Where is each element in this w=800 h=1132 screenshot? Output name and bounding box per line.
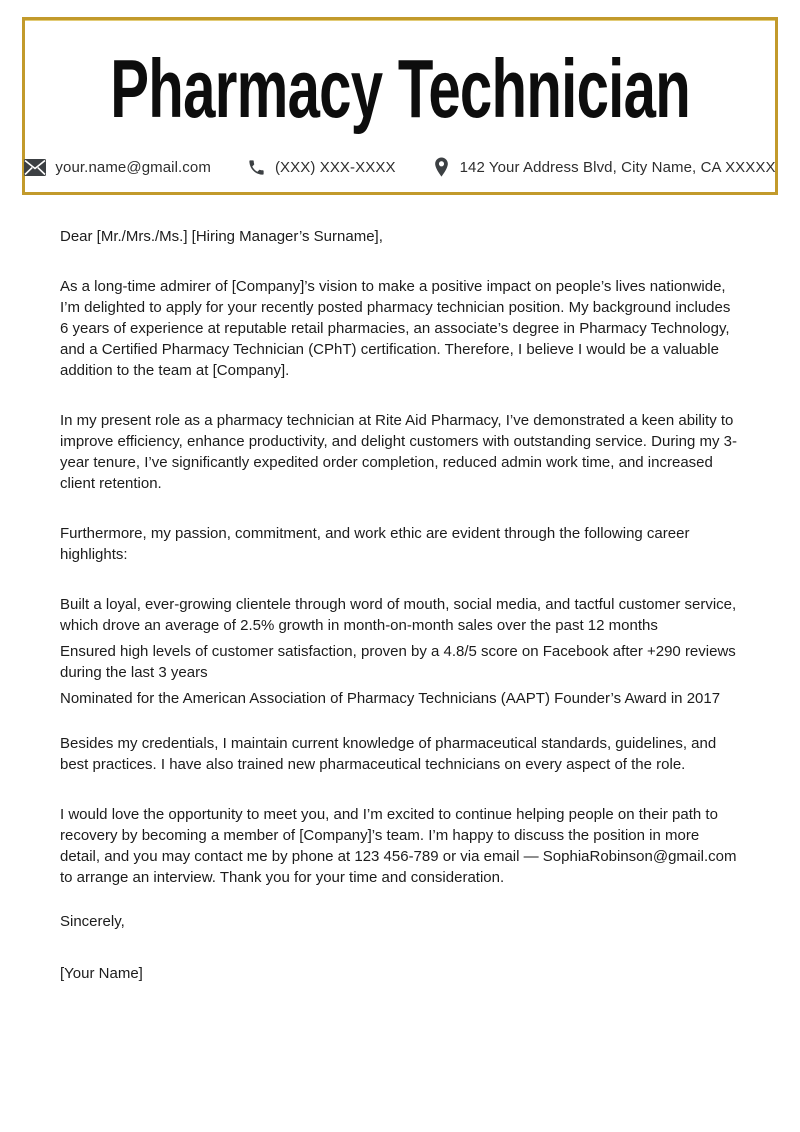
contact-email bbox=[24, 159, 211, 176]
signoff: Sincerely, bbox=[60, 913, 125, 930]
career-highlights bbox=[60, 594, 742, 709]
contact-phone bbox=[247, 158, 396, 177]
contact-row bbox=[24, 156, 775, 178]
paragraph-call-to-action: I would love the opportunity to meet you, and I’m excited to continue helping people on their path to recovery by becoming a member of [Company]’s team. I’m happy to discuss the position in more detail, and you may contact me by phone at 123 456-789 or via email — SophiaRobinson@gmail.com to arrange an interview. Thank you for your time and consideration. bbox=[60, 806, 737, 886]
paragraph-intro: As a long-time admirer of [Company]’s vision to make a positive impact on people’s lives nationwide, I’m delighted to apply for your recently posted pharmacy technician position. My background includes 6 years of experience at reputable retail pharmacies, an associate’s degree in Pharmacy Technology, and a Certified Pharmacy Technician (CPhT) certification. Therefore, I believe I would be a valuable addition to the team at [Company]. bbox=[60, 278, 731, 379]
highlight-item: Nominated for the American Association of Pharmacy Technicians (AAPT) Founder’s Award in 2017 bbox=[60, 690, 721, 707]
contact-phone-text: (XXX) XXX-XXXX bbox=[274, 158, 396, 176]
header-box bbox=[22, 17, 778, 195]
salutation: Dear [Mr./Mrs./Ms.] [Hiring Manager’s Surname], bbox=[60, 228, 383, 245]
page-title: Pharmacy Technician bbox=[110, 42, 690, 135]
location-pin-icon bbox=[432, 156, 451, 178]
envelope-icon bbox=[24, 159, 46, 176]
contact-email-text: your.name@gmail.com bbox=[55, 158, 211, 176]
contact-address bbox=[432, 156, 776, 178]
contact-address-text: 142 Your Address Blvd, City Name, CA XXXXX bbox=[459, 158, 776, 176]
signature: [Your Name] bbox=[60, 965, 143, 982]
phone-icon bbox=[247, 158, 266, 177]
letter-body bbox=[60, 226, 742, 984]
highlight-item: Built a loyal, ever-growing clientele through word of mouth, social media, and tactful customer service, which drove an average of 2.5% growth in month-on-month sales over the past 12 months bbox=[60, 596, 737, 634]
paragraph-highlights-lead: Furthermore, my passion, commitment, and work ethic are evident through the following career highlights: bbox=[60, 525, 690, 563]
highlight-item: Ensured high levels of customer satisfaction, proven by a 4.8/5 score on Facebook after +290 reviews during the last 3 years bbox=[60, 643, 736, 681]
paragraph-present-role: In my present role as a pharmacy technician at Rite Aid Pharmacy, I’ve demonstrated a keen ability to improve efficiency, enhance productivity, and delight customers with outstanding service. During my 3-year tenure, I’ve significantly expedited order completion, reduced admin work time, and increased client retention. bbox=[60, 412, 737, 492]
paragraph-credentials: Besides my credentials, I maintain current knowledge of pharmaceutical standards, guidelines, and best practices. I have also trained new pharmaceutical technicians on every aspect of the role. bbox=[60, 735, 717, 773]
